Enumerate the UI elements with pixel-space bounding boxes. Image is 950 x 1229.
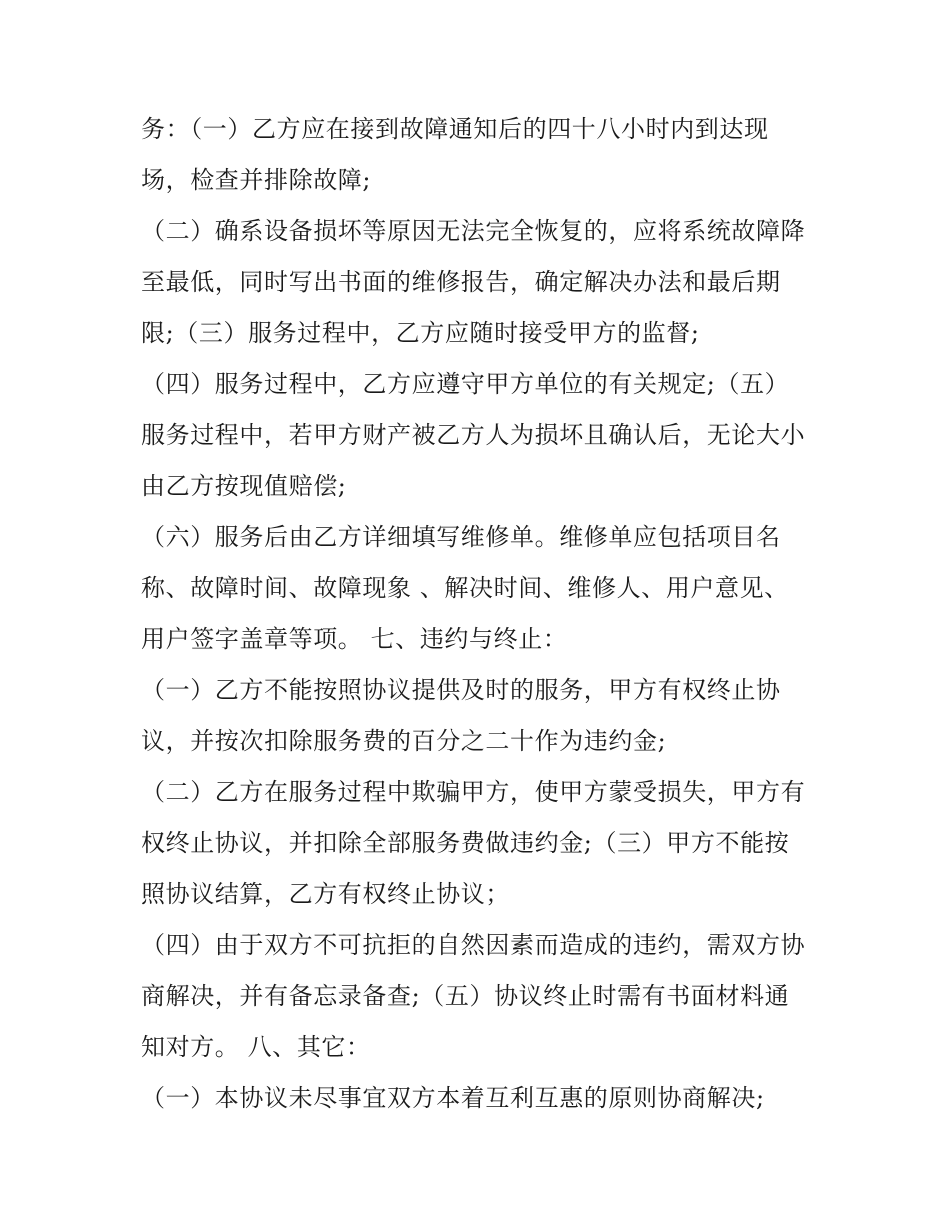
- text-line: 场，检查并排除故障;: [141, 166, 372, 194]
- text-line: 商解决，并有备忘录备查;（五）协议终止时需有书面材料通: [141, 982, 790, 1010]
- text-line: 权终止协议，并扣除全部服务费做违约金;（三）甲方不能按: [141, 829, 790, 857]
- text-line: （一）本协议未尽事宜双方本着互利互惠的原则协商解决;: [141, 1084, 765, 1112]
- text-line: 知对方。 八、其它：: [141, 1033, 371, 1061]
- text-line: 称、故障时间、故障现象 、解决时间、维修人、用户意见、: [141, 574, 789, 602]
- text-line: 服务过程中，若甲方财产被乙方人为损坏且确认后，无论大小: [141, 421, 806, 449]
- text-line: （四）由于双方不可抗拒的自然因素而造成的违约，需双方协: [141, 931, 806, 959]
- text-line: （一）乙方不能按照协议提供及时的服务，甲方有权终止协: [141, 676, 781, 704]
- text-line: 至最低，同时写出书面的维修报告，确定解决办法和最后期: [141, 268, 781, 296]
- text-line: 限;（三）服务过程中，乙方应随时接受甲方的监督;: [141, 319, 700, 347]
- text-line: 用户签字盖章等项。 七、违约与终止：: [141, 625, 568, 653]
- text-line: （四）服务过程中，乙方应遵守甲方单位的有关规定;（五）: [141, 370, 790, 398]
- text-line: 照协议结算，乙方有权终止协议；: [141, 880, 510, 908]
- text-line: （二）乙方在服务过程中欺骗甲方，使甲方蒙受损失，甲方有: [141, 778, 806, 806]
- text-line: 务：（一）乙方应在接到故障通知后的四十八小时内到达现: [141, 115, 769, 143]
- text-line: （六）服务后由乙方详细填写维修单。维修单应包括项目名: [141, 523, 781, 551]
- text-line: （二）确系设备损坏等原因无法完全恢复的，应将系统故障降: [141, 217, 806, 245]
- text-line: 由乙方按现值赔偿;: [141, 472, 347, 500]
- text-line: 议，并按次扣除服务费的百分之二十作为违约金;: [141, 727, 667, 755]
